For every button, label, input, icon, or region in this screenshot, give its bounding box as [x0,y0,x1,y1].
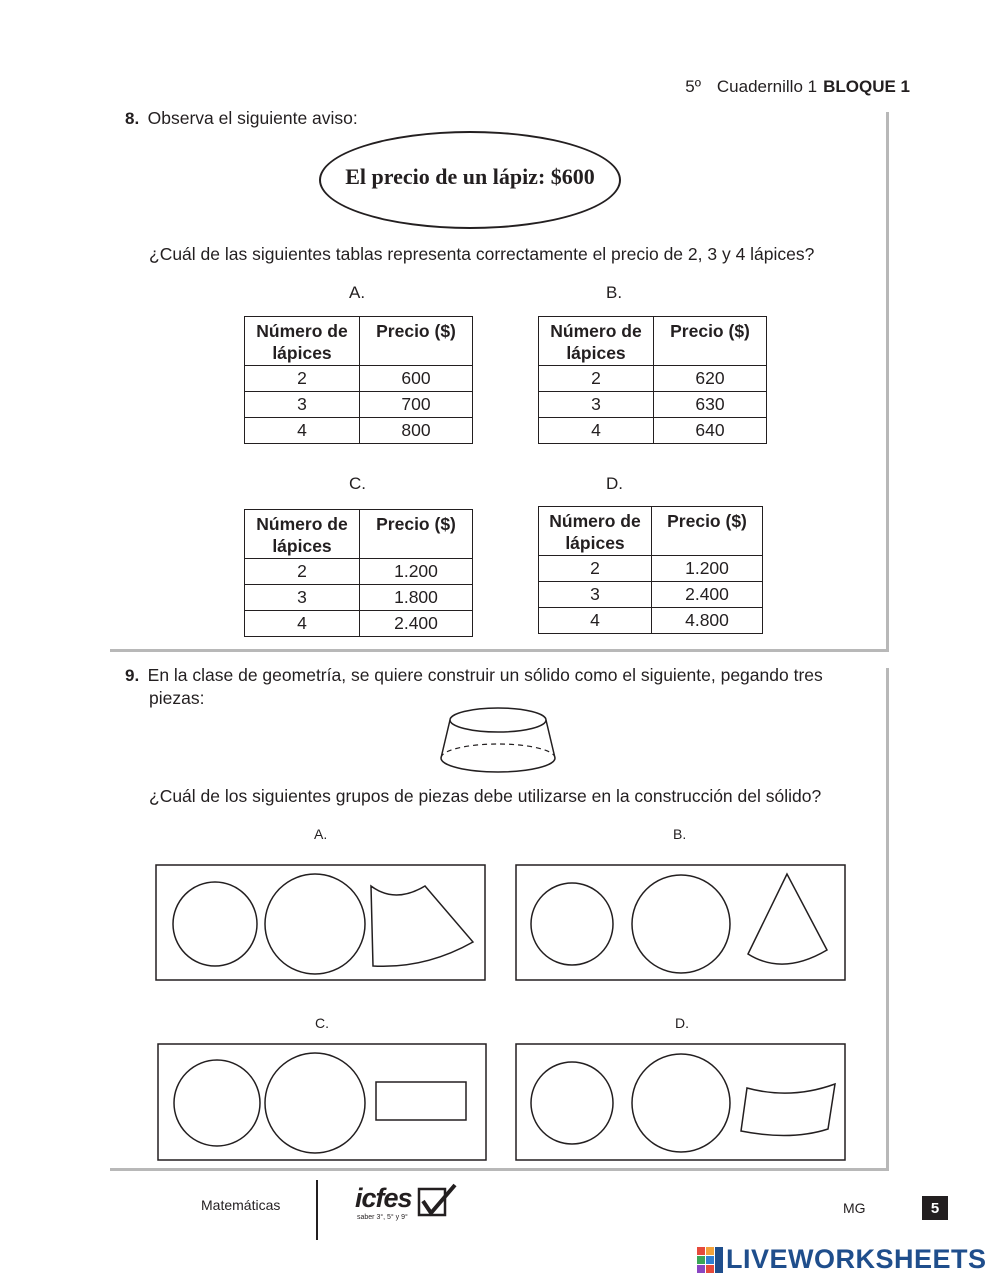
page-header [685,77,910,97]
base-circle-large [265,1053,365,1153]
option-a-table [244,316,473,444]
table-row: 2 600 [245,366,473,392]
frame-bottom-q9 [110,1168,889,1171]
option-d-pieces[interactable] [515,1043,847,1163]
table-row: 4 4.800 [539,608,763,634]
question-prompt: Observa el siguiente aviso: [147,108,358,128]
footer-subject: Matemáticas [201,1197,281,1213]
option-c-label[interactable]: C. [349,474,366,493]
cone-sector-piece [748,874,827,964]
check-icon [417,1183,459,1217]
col-count-header: Número de lápices [539,317,654,366]
option-d-table [538,506,763,634]
question-prompt-line1: En la clase de geometría, se quiere construir un sólido como el siguiente, pegando tres [147,665,823,685]
curved-band-piece [741,1084,835,1136]
col-price-header: Precio ($) [652,507,763,556]
option-c-pieces[interactable] [157,1043,489,1163]
logo-subtext: saber 3°, 5° y 9° [357,1214,408,1221]
table-row: 3 1.800 [245,585,473,611]
option-c-label[interactable]: C. [315,1015,329,1031]
grade: 5º [685,77,701,96]
table-row: 4 2.400 [245,611,473,637]
frame-right-q8 [886,112,889,652]
col-count-header: Número de lápices [245,317,360,366]
table-row: 2 1.200 [539,556,763,582]
question-8-text: ¿Cuál de las siguientes tablas representa correctamente el precio de 2, 3 y 4 lápices? [149,244,815,264]
rectangle-piece [376,1082,466,1120]
base-circle-large [632,875,730,973]
table-row: 2 1.200 [245,559,473,585]
option-d-label[interactable]: D. [675,1015,689,1031]
question-8-prompt [125,108,358,129]
footer-code: MG [843,1200,866,1216]
footer-divider [316,1180,318,1240]
question-9-text: ¿Cuál de los siguientes grupos de piezas debe utilizarse en la construcción del sólido? [149,786,822,806]
frame-bottom-q8 [110,649,889,652]
option-b-label[interactable]: B. [606,283,623,302]
question-number: 8. [125,109,140,128]
option-b-label[interactable]: B. [673,826,687,842]
col-price-header: Precio ($) [654,317,767,366]
logo-text: icfes [355,1183,412,1213]
table-row: 2 620 [539,366,767,392]
price-notice: El precio de un lápiz: $600 [319,131,621,229]
option-c-table [244,509,473,637]
option-b-table [538,316,767,444]
base-circle-small [173,882,257,966]
table-row: 4 640 [539,418,767,444]
question-prompt-line2: piezas: [149,688,205,708]
table-row: 3 630 [539,392,767,418]
table-row: 3 2.400 [539,582,763,608]
liveworksheets-logo-icon [697,1247,723,1273]
option-a-label[interactable]: A. [314,826,328,842]
col-price-header: Precio ($) [360,317,473,366]
frustum-solid-figure [438,702,558,778]
base-circle-small [531,1062,613,1144]
col-count-header: Número de lápices [245,510,360,559]
table-row: 4 800 [245,418,473,444]
icfes-logo [355,1183,465,1227]
col-price-header: Precio ($) [360,510,473,559]
question-9-prompt [125,665,823,686]
table-row: 3 700 [245,392,473,418]
frame-right-q9 [886,668,889,1171]
liveworksheets-watermark[interactable]: LIVEWORKSHEETS [726,1244,987,1274]
option-d-label[interactable]: D. [606,474,623,493]
base-circle-large [632,1054,730,1152]
option-a-label[interactable]: A. [349,283,366,302]
booklet: Cuadernillo 1 [716,77,818,96]
base-circle-small [531,883,613,965]
block: BLOQUE 1 [823,77,910,96]
question-number: 9. [125,666,140,685]
annular-sector-piece [371,886,473,966]
page-number: 5 [922,1196,948,1220]
col-count-header: Número de lápices [539,507,652,556]
base-circle-large [265,874,365,974]
option-a-pieces[interactable] [155,864,487,982]
base-circle-small [174,1060,260,1146]
option-b-pieces[interactable] [515,864,847,982]
